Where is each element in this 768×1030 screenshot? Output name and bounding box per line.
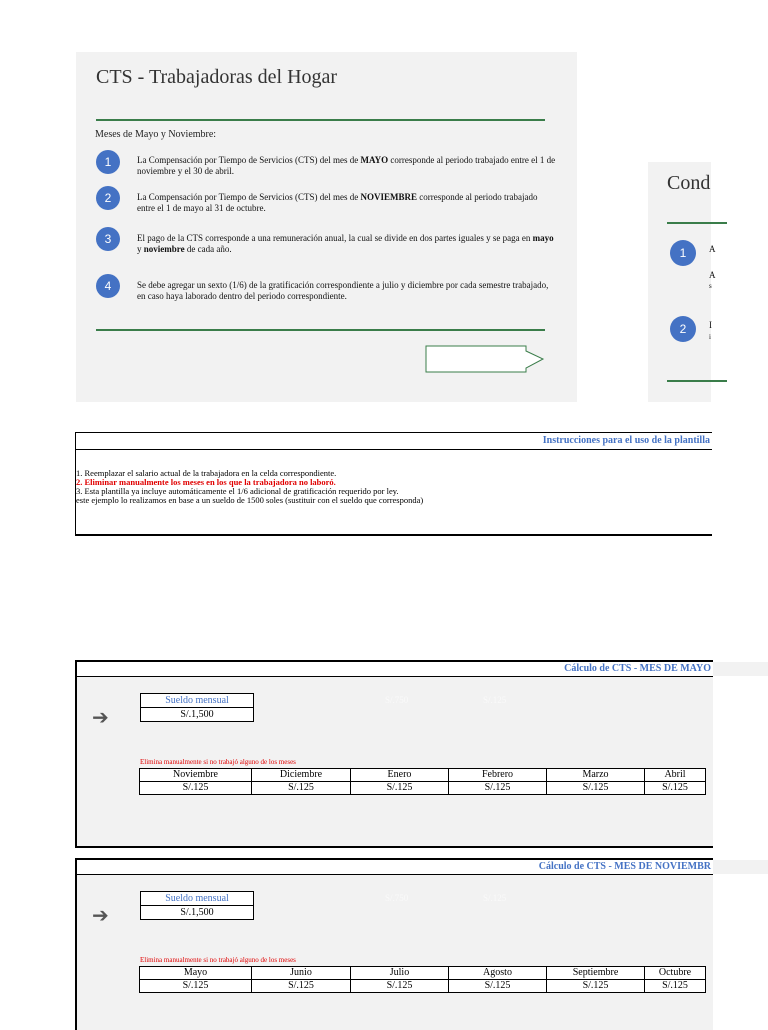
value-cell[interactable]: S/.125 [140, 782, 252, 795]
step-badge-1: 1 [96, 150, 120, 174]
month-cell[interactable]: Julio [351, 967, 449, 980]
text-fragment: s [709, 282, 712, 290]
table-row [140, 980, 706, 993]
header-extension [711, 860, 768, 874]
conditions-title: Cond [667, 172, 711, 194]
hidden-value: S/.125 [483, 695, 507, 705]
month-cell[interactable]: Abril [645, 769, 706, 782]
table-header-row [140, 967, 706, 980]
step-badge-2: 2 [670, 316, 696, 342]
value-cell[interactable]: S/.125 [645, 980, 706, 993]
instructions-title: Instrucciones para el uso de la plantilla [542, 435, 710, 446]
step-badge-2: 2 [96, 186, 120, 210]
point-text-2: La Compensación por Tiempo de Servicios (CTS) del mes de NOVIEMBRE corresponde al periodo trabajado entre el 1 de mayo al 31 de octubre. [137, 192, 538, 213]
salary-label: Sueldo mensual [141, 694, 253, 708]
arrow-right-icon: ➔ [92, 903, 109, 927]
instruction-line-1: 1. Reemplazar el salario actual de la trabajadora en la celda correspondiente. [76, 468, 337, 478]
value-cell[interactable]: S/.125 [140, 980, 252, 993]
value-cell[interactable]: S/.125 [645, 782, 706, 795]
hidden-value: S/.750 [385, 695, 409, 705]
value-cell[interactable]: S/.125 [547, 782, 645, 795]
value-cell[interactable]: S/.125 [252, 782, 351, 795]
header-extension [711, 662, 768, 676]
point-text-3: El pago de la CTS corresponde a una remuneración anual, la cual se divide en dos partes iguales y se paga en mayo y noviembre de cada año. [137, 233, 554, 254]
info-card-cts [76, 52, 577, 402]
conditions-card [648, 162, 716, 402]
value-cell[interactable]: S/.125 [351, 980, 449, 993]
salary-input[interactable]: S/.1,500 [180, 907, 214, 918]
salary-box [140, 891, 254, 920]
salary-box [140, 693, 254, 722]
point-text-1: La Compensación por Tiempo de Servicios (CTS) del mes de MAYO corresponde al periodo trabajado entre el 1 de noviembre y el 30 de abril. [137, 155, 556, 176]
delete-note: Elimina manualmente si no trabajó alguno de los meses [140, 758, 296, 766]
green-divider [667, 222, 727, 224]
table-header-row [140, 769, 706, 782]
hidden-value: S/.125 [483, 893, 507, 903]
green-divider-bottom [667, 380, 727, 382]
green-divider-bottom [96, 329, 545, 331]
step-badge-4: 4 [96, 274, 120, 298]
value-cell[interactable]: S/.125 [252, 980, 351, 993]
month-cell[interactable]: Noviembre [140, 769, 252, 782]
calc-section-may [75, 660, 713, 848]
month-cell[interactable]: Diciembre [252, 769, 351, 782]
step-badge-3: 3 [96, 227, 120, 251]
section-header [77, 860, 713, 875]
hidden-value: S/.750 [385, 893, 409, 903]
month-cell[interactable]: Octubre [645, 967, 706, 980]
month-cell[interactable]: Febrero [449, 769, 547, 782]
text-fragment: A [709, 270, 716, 280]
instruction-line-4: este ejemplo lo realizamos en base a un sueldo de 1500 soles (sustituir con el sueldo que corresponda) [76, 495, 424, 505]
calc-section-november [75, 858, 713, 1030]
arrow-right-icon: ➔ [92, 705, 109, 729]
green-divider [96, 119, 545, 121]
month-cell[interactable]: Septiembre [547, 967, 645, 980]
salary-label: Sueldo mensual [141, 892, 253, 906]
text-fragment: I [709, 320, 712, 330]
months-table [139, 966, 706, 993]
instruction-line-3: 3. Esta plantilla ya incluye automáticamente el 1/6 adicional de gratificación requerido por ley. [76, 486, 399, 496]
instructions-header [76, 433, 712, 450]
next-arrow-icon[interactable] [425, 345, 545, 375]
value-cell[interactable]: S/.125 [547, 980, 645, 993]
month-cell[interactable]: Junio [252, 967, 351, 980]
instructions-box [75, 432, 712, 536]
month-cell[interactable]: Agosto [449, 967, 547, 980]
value-cell[interactable]: S/.125 [351, 782, 449, 795]
month-cell[interactable]: Marzo [547, 769, 645, 782]
card-subtitle: Meses de Mayo y Noviembre: [95, 129, 217, 140]
value-cell[interactable]: S/.125 [449, 782, 547, 795]
section-title: Cálculo de CTS - MES DE MAYO [564, 663, 711, 674]
table-row [140, 782, 706, 795]
salary-input[interactable]: S/.1,500 [180, 709, 214, 720]
month-cell[interactable]: Mayo [140, 967, 252, 980]
text-fragment: i [709, 333, 711, 341]
instruction-line-2: 2. Eliminar manualmente los meses en los que la trabajadora no laboró. [76, 477, 336, 487]
section-header [77, 662, 713, 677]
month-cell[interactable]: Enero [351, 769, 449, 782]
text-fragment: A [709, 244, 716, 254]
card-title: CTS - Trabajadoras del Hogar [96, 66, 338, 88]
value-cell[interactable]: S/.125 [449, 980, 547, 993]
months-table [139, 768, 706, 795]
step-badge-1: 1 [670, 240, 696, 266]
section-title: Cálculo de CTS - MES DE NOVIEMBR [538, 861, 711, 872]
delete-note: Elimina manualmente si no trabajó alguno de los meses [140, 956, 296, 964]
point-text-4: Se debe agregar un sexto (1/6) de la gratificación correspondiente a julio y diciembre por cada semestre trabajado, en caso haya laborado dentro del periodo correspondiente. [137, 280, 549, 301]
